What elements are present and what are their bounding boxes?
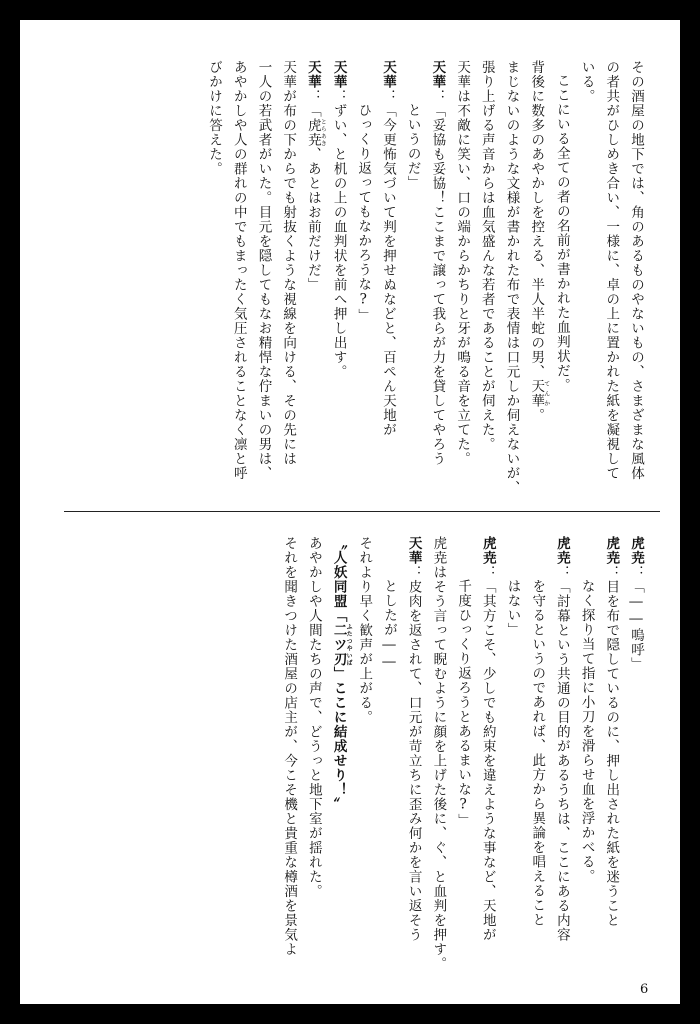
speaker-separator: ：	[553, 565, 570, 580]
furigana: とらあき	[319, 118, 327, 147]
narration-text: 背後に数多のあやかしを控える、半人半蛇の男、	[528, 60, 545, 379]
narration-line: それを聞きつけた酒屋の店主が、今こそ機と貴重な樽酒を景気よ	[281, 536, 298, 957]
dialogue-text: 皮肉を返されて、口元が苛立ちに歪み何かを言い返そう	[405, 579, 422, 942]
narration-line: 虎尭はそう言って睨むように顔を上げた後に、ぐ、と血判を押す。	[430, 536, 447, 971]
narration-line: まじないのような文様が書かれた布で表情は口元しか伺えないが、	[503, 60, 520, 495]
dialogue-continuation	[400, 60, 425, 505]
dialogue-text: 「――嗚呼」	[628, 579, 644, 672]
narration-line: 一人の若武者がいた。目元を隠してもなお精悍な佇まいの男は、	[255, 60, 272, 481]
speaker-name: 虎尭	[479, 536, 496, 565]
furigana: てんか	[542, 379, 550, 408]
dialogue-line	[549, 536, 574, 971]
manuscript-page	[20, 20, 680, 1004]
speaker-separator: ：	[379, 89, 396, 104]
proclamation-text: 人妖同盟「	[330, 550, 347, 623]
speaker-separator: ：	[479, 565, 496, 580]
dialogue-line	[599, 536, 624, 971]
narration-line: 天華が布の下からでも射抜くような視線を向ける、その先には	[280, 60, 297, 466]
dialogue-text: 目を布で隠しているのに、押し出された紙を迷うこと	[603, 579, 620, 928]
narration-line	[549, 60, 574, 505]
narration-text: ここにいる全ての者の名前が書かれた血判状だ。	[553, 73, 570, 393]
narration-line: いる。	[578, 60, 595, 104]
narration-line: その酒屋の地下では、角のあるものやないもの、さまざまな風体	[628, 60, 644, 481]
page-number: 6	[640, 982, 649, 997]
speaker-separator: ：	[405, 565, 422, 580]
dialogue-continuation	[450, 536, 475, 971]
dialogue-text: ずい、と机の上の血判状を前へ押し出す。	[330, 103, 347, 379]
dialogue-text: を守るというのであれば、此方から異論を唱えること	[529, 579, 546, 928]
dialogue-text: としたが――	[380, 579, 397, 672]
speaker-name: 天華	[330, 60, 347, 89]
narration-line	[523, 60, 549, 505]
name-tenka: 天華	[528, 379, 545, 408]
bottom-tier-text	[78, 536, 648, 971]
speaker-name: 虎尭	[603, 536, 620, 565]
proclamation-text: 」ここに結成せり！	[330, 666, 347, 797]
narration-line: の者共がひしめき合い、一様に、卓の上に置かれた紙を凝視して	[603, 60, 620, 481]
dialogue-line	[623, 536, 648, 971]
speaker-separator: ：	[429, 89, 446, 104]
speaker-separator: ：	[330, 89, 347, 104]
dialogue-line	[425, 60, 450, 505]
speaker-separator: ：	[603, 565, 620, 580]
narration-line: 張り上げる声音からは血気盛んな若者であることが伺えた。	[478, 60, 495, 452]
speaker-separator: ：	[304, 89, 321, 104]
dialogue-text: 「其方こそ、少しでも約束を違えような事など、天地が	[479, 579, 496, 942]
dialogue-line	[326, 60, 351, 505]
speaker-name: 天華	[304, 60, 321, 89]
dialogue-text: 、あとはお前だけだ」	[304, 147, 321, 292]
dialogue-text: はない」	[504, 579, 521, 638]
dialogue-text: 「妥協も妥協！ここまで譲って我らが力を貸してやろう	[429, 103, 446, 466]
dialogue-line	[475, 536, 500, 971]
dialogue-text: 「今更怖気づいて判を押せぬなどと、百ぺん天地が	[379, 103, 396, 437]
dialogue-text: 「討幕という共通の目的があるうちは、ここにある内容	[553, 579, 570, 942]
speaker-name: 天華	[405, 536, 422, 565]
narration-line: あやかしや人の群れの中でもまったく気圧されることなく凛と呼	[230, 60, 247, 481]
dialogue-text: ひっくり返ってもなかろうな?」	[355, 103, 372, 324]
speaker-separator: ：	[628, 565, 644, 580]
tier-divider	[64, 511, 660, 512]
furigana: ふたつやいば	[345, 623, 353, 667]
alliance-name: 二ツ刃	[330, 623, 347, 667]
narration-line: 天華は不敵に笑い、口の端からかちりと牙が鳴る音を立てた。	[454, 60, 471, 466]
speaker-name: 天華	[379, 60, 396, 89]
narration-line: それより早く歓声が上がる。	[356, 536, 373, 725]
dialogue-continuation	[376, 536, 401, 971]
proclamation-close-mark: 〟	[330, 797, 347, 812]
speaker-name: 虎尭	[553, 536, 570, 565]
dialogue-text: なく探り当て指に小刀を滑らせ血を浮かべる。	[578, 579, 595, 884]
dialogue-continuation	[524, 536, 549, 971]
dialogue-line	[300, 60, 326, 505]
proclamation-open-mark: 〝	[330, 536, 347, 551]
speaker-name: 虎尭	[628, 536, 644, 565]
speaker-name: 天華	[429, 60, 446, 89]
dialogue-text: 千度ひっくり返ろうとあるまいな?」	[455, 579, 472, 829]
dialogue-continuation	[574, 536, 599, 971]
alliance-proclamation	[326, 536, 352, 971]
name-toraaki: 虎尭	[304, 118, 321, 147]
narration-text: 。	[528, 408, 545, 423]
narration-line: びかけに答えた。	[206, 60, 223, 176]
dialogue-line	[401, 536, 426, 971]
dialogue-text: というのだ」	[404, 103, 421, 191]
dialogue-continuation	[351, 60, 376, 505]
dialogue-line	[375, 60, 400, 505]
dialogue-text: 「	[304, 103, 321, 118]
narration-line: あやかしや人間たちの声で、どうっと地下室が揺れた。	[305, 536, 322, 899]
top-tier-text	[78, 60, 648, 505]
dialogue-continuation	[500, 536, 525, 971]
